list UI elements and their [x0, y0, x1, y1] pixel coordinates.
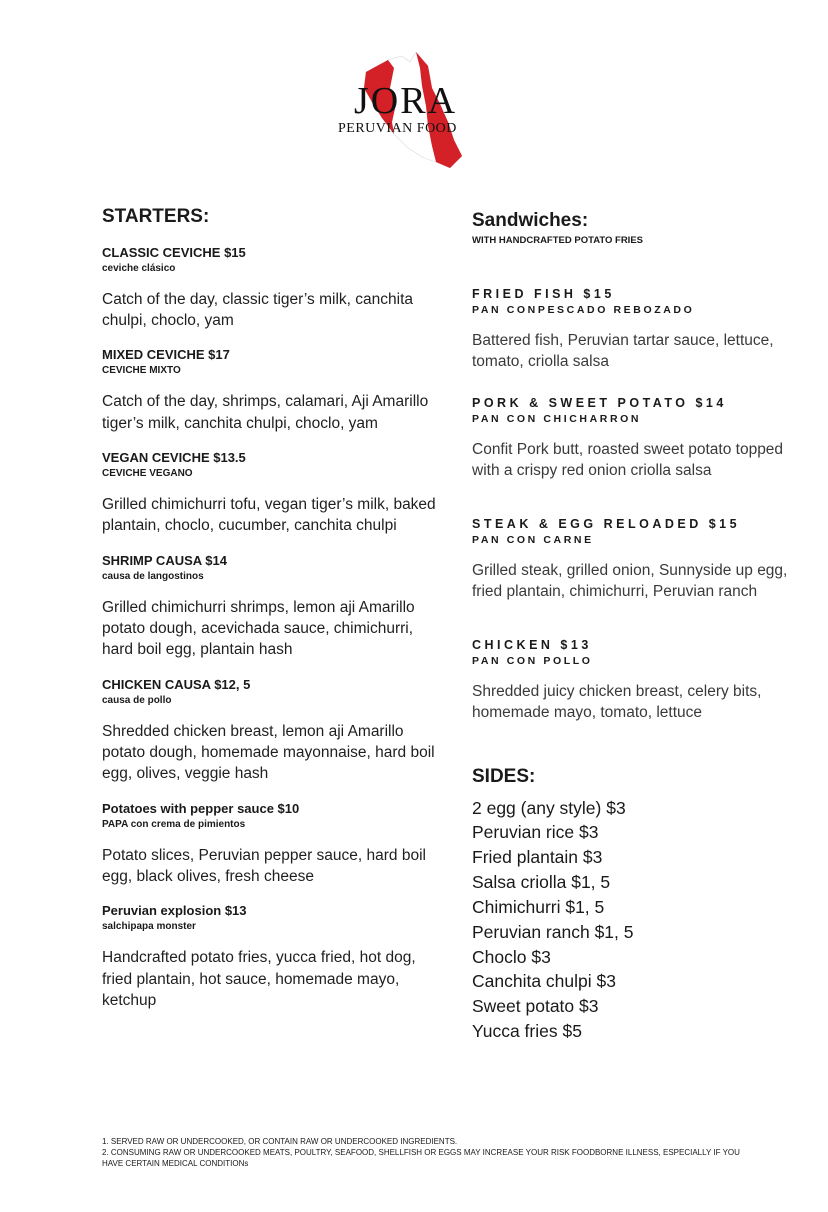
item-spanish-name: causa de pollo [102, 694, 172, 706]
menu-item [102, 801, 442, 888]
side-item: Yucca fries $5 [472, 1021, 582, 1042]
item-name: Peruvian explosion $13 [102, 903, 247, 919]
side-item: Canchita chulpi $3 [472, 971, 616, 992]
footnotes [102, 1136, 742, 1170]
item-description: Grilled chimichurri shrimps, lemon aji Amarillo potato dough, acevichada sauce, chimichurri, hard boil egg, plantain hash [102, 598, 415, 659]
item-description: Shredded chicken breast, lemon aji Amarillo potato dough, homemade mayonnaise, hard boil egg, olives, veggie hash [102, 722, 435, 783]
starters-title: STARTERS: [102, 206, 210, 227]
logo-subtitle: PERUVIAN FOOD [338, 121, 457, 136]
side-item: 2 egg (any style) $3 [472, 797, 626, 818]
item-name: CHICKEN CAUSA $12, 5 [102, 676, 251, 692]
item-name: CHICKEN $13 [472, 637, 592, 652]
side-item: Choclo $3 [472, 946, 551, 967]
item-description: Catch of the day, classic tiger’s milk, canchita chulpi, choclo, yam [102, 290, 413, 330]
item-name: STEAK & EGG RELOADED $15 [472, 516, 741, 531]
menu-item [102, 245, 442, 332]
side-item: Salsa criolla $1, 5 [472, 872, 611, 893]
item-spanish-name: salchipapa monster [102, 921, 196, 933]
side-item: Peruvian ranch $1, 5 [472, 921, 634, 942]
item-description: Handcrafted potato fries, yucca fried, hot dog, fried plantain, hot sauce, homemade mayo, ketchup [102, 949, 416, 1010]
item-name: SHRIMP CAUSA $14 [102, 552, 227, 568]
sides-list [472, 796, 802, 1044]
side-item: Peruvian rice $3 [472, 822, 599, 843]
sandwiches-section [472, 210, 802, 1044]
menu-item [102, 903, 442, 1011]
side-item: Fried plantain $3 [472, 847, 603, 868]
item-description: Grilled steak, grilled onion, Sunnyside up egg, fried plantain, chimichurri, Peruvian ranch [472, 561, 788, 601]
item-spanish-name: PAN CONPESCADO REBOZADO [472, 304, 695, 317]
item-description: Battered fish, Peruvian tartar sauce, lettuce, tomato, criolla salsa [472, 331, 774, 371]
item-spanish-name: CEVICHE VEGANO [102, 467, 193, 479]
item-description: Shredded juicy chicken breast, celery bits, homemade mayo, tomato, lettuce [472, 682, 762, 722]
menu-item [102, 450, 442, 537]
menu-item [472, 637, 802, 724]
item-name: PORK & SWEET POTATO $14 [472, 395, 727, 410]
footnote-1: 1. SERVED RAW OR UNDERCOOKED, OR CONTAIN RAW OR UNDERCOOKED INGREDIENTS. [102, 1137, 458, 1146]
side-item: Sweet potato $3 [472, 996, 599, 1017]
menu-item [102, 347, 442, 434]
menu-item [472, 395, 802, 482]
logo-wordmark: JORA [354, 80, 458, 122]
item-description: Confit Pork butt, roasted sweet potato topped with a crispy red onion criolla salsa [472, 440, 784, 480]
item-spanish-name: ceviche clásico [102, 262, 176, 274]
item-name: Potatoes with pepper sauce $10 [102, 800, 300, 816]
starters-section [102, 206, 442, 1011]
menu-item [102, 677, 442, 785]
item-spanish-name: PAPA con crema de pimientos [102, 818, 246, 830]
footnote-2: 2. CONSUMING RAW OR UNDERCOOKED MEATS, POULTRY, SEAFOOD, SHELLFISH OR EGGS MAY INCREASE YOUR RISK FOODBORNE ILLNESS, ESPECIALLY IF YOU HAVE CERTAIN MEDICAL CONDITIONs [102, 1148, 740, 1169]
item-name: FRIED FISH $15 [472, 286, 615, 301]
item-name: MIXED CEVICHE $17 [102, 347, 230, 363]
side-item: Chimichurri $1, 5 [472, 896, 605, 917]
sandwiches-caption: WITH HANDCRAFTED POTATO FRIES [472, 234, 643, 246]
item-spanish-name: PAN CON CARNE [472, 534, 594, 547]
item-description: Catch of the day, shrimps, calamari, Aji Amarillo tiger’s milk, canchita chulpi, choclo, yam [102, 393, 429, 432]
sides-title: SIDES: [472, 765, 536, 787]
item-description: Potato slices, Peruvian pepper sauce, hard boil egg, black olives, fresh cheese [102, 846, 426, 886]
menu-item [472, 516, 802, 603]
menu-item [102, 553, 442, 661]
sandwiches-title: Sandwiches: [472, 210, 589, 231]
menu-item [472, 286, 802, 373]
item-spanish-name: causa de langostinos [102, 570, 204, 582]
item-description: Grilled chimichurri tofu, vegan tiger’s milk, baked plantain, choclo, cucumber, canchita chulpi [102, 495, 436, 535]
item-spanish-name: PAN CON CHICHARRON [472, 413, 642, 426]
item-spanish-name: PAN CON POLLO [472, 655, 593, 668]
restaurant-logo [336, 52, 486, 170]
item-name: VEGAN CEVICHE $13.5 [102, 450, 246, 466]
item-spanish-name: CEVICHE MIXTO [102, 365, 181, 377]
item-name: CLASSIC CEVICHE $15 [102, 244, 246, 260]
